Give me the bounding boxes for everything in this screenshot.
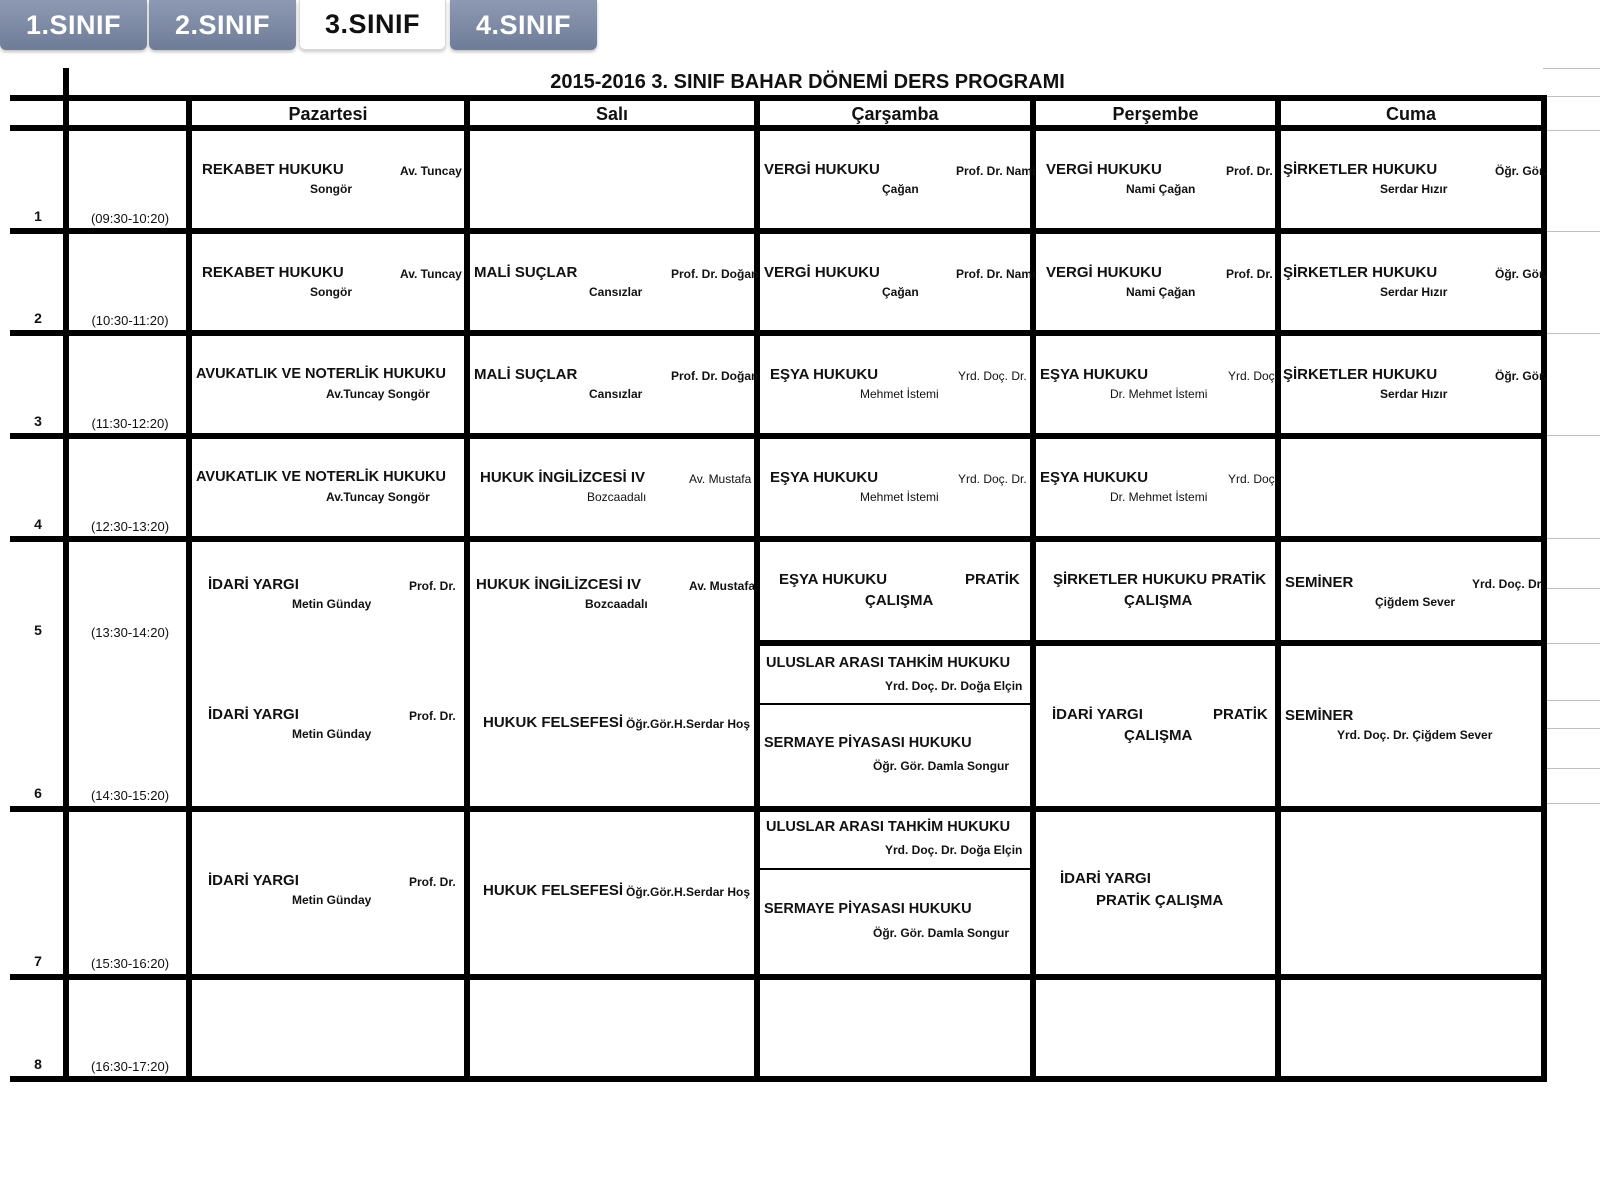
cell-r7-wednesday-b[interactable] xyxy=(760,870,1030,974)
course-name: HUKUK İNGİLİZCESİ IV xyxy=(480,469,646,486)
cell-r2-friday[interactable] xyxy=(1281,234,1547,330)
cell-r2-tuesday[interactable] xyxy=(470,234,759,330)
cell-r6-monday[interactable] xyxy=(192,680,464,806)
slot-number: 4 xyxy=(34,516,42,532)
instructor: Av. Tuncay xyxy=(400,164,462,178)
cell-r4-thursday[interactable] xyxy=(1036,439,1279,536)
slot-number: 1 xyxy=(34,208,42,224)
instructor: Yrd. Doç. Dr. xyxy=(958,369,1027,383)
slot-number: 3 xyxy=(34,413,42,429)
slot-time: (11:30-12:20) xyxy=(91,416,169,431)
course-note: PRATİK xyxy=(965,571,1020,588)
class-tabs xyxy=(0,0,610,52)
instructor: Prof. Dr. xyxy=(409,579,456,593)
course-name: REKABET HUKUKU xyxy=(202,161,344,178)
instructor: Songör xyxy=(310,285,352,299)
instructor: Öğr. Gör. xyxy=(1495,267,1547,281)
slot-number: 6 xyxy=(34,785,42,801)
cell-r4-tuesday[interactable] xyxy=(470,439,754,536)
instructor: Dr. Mehmet İstemi xyxy=(1110,490,1208,504)
instructor: Av. Tuncay xyxy=(400,267,462,281)
instructor: Öğr. Gör. Damla Songur xyxy=(873,759,1010,773)
slot-number: 2 xyxy=(34,310,42,326)
slot-time: (15:30-16:20) xyxy=(90,956,170,971)
cell-r5-monday[interactable] xyxy=(192,542,464,640)
instructor: Öğr. Gör. xyxy=(1495,369,1547,383)
instructor: Öğr. Gör. Damla Songur xyxy=(873,926,1010,940)
slot-time: (10:30-11:20) xyxy=(91,313,169,328)
side-gridlines xyxy=(1543,68,1600,828)
instructor: Av.Tuncay Songör xyxy=(326,387,430,401)
instructor: Av.Tuncay Songör xyxy=(326,490,430,504)
cell-r3-friday[interactable] xyxy=(1281,336,1547,433)
course-name: İDARİ YARGI xyxy=(208,872,299,889)
course-note: PRATİK xyxy=(1213,706,1268,723)
instructor: Metin Günday xyxy=(292,893,372,907)
instructor: Öğr.Gör.H.Serdar Hoş xyxy=(626,717,751,731)
cell-r6-wednesday-b[interactable] xyxy=(760,705,1030,806)
slot-number: 7 xyxy=(34,953,42,969)
day-header-wednesday: Çarşamba xyxy=(851,104,939,124)
instructor: Çağan xyxy=(882,285,919,299)
course-note: ÇALIŞMA xyxy=(865,592,934,609)
course-name: VERGİ HUKUKU xyxy=(764,161,880,178)
course-name: EŞYA HUKUKU xyxy=(1040,469,1149,486)
course-name: ŞİRKETLER HUKUKU xyxy=(1283,366,1438,383)
instructor: Serdar Hızır xyxy=(1380,387,1448,401)
course-name: ŞİRKETLER HUKUKU xyxy=(1283,161,1438,178)
instructor: Songör xyxy=(310,182,352,196)
instructor: Av. Mustafa xyxy=(689,579,756,593)
course-name: EŞYA HUKUKU xyxy=(779,571,888,588)
tab-sinif-2[interactable]: 2.SINIF xyxy=(149,0,296,50)
instructor: Cansızlar xyxy=(589,285,643,299)
instructor: Prof. Dr. xyxy=(1226,164,1273,178)
course-name: VERGİ HUKUKU xyxy=(764,264,880,281)
day-header-thursday: Perşembe xyxy=(1112,104,1199,124)
slot-time: (16:30-17:20) xyxy=(90,1059,170,1074)
tab-sinif-4[interactable]: 4.SINIF xyxy=(450,0,597,50)
course-note: PRATİK ÇALIŞMA xyxy=(1096,892,1224,909)
course-name: SERMAYE PİYASASI HUKUKU xyxy=(764,735,972,751)
course-name: HUKUK FELSEFESİ xyxy=(483,882,624,899)
course-name: İDARİ YARGI xyxy=(1060,870,1151,887)
cell-r6-friday[interactable] xyxy=(1281,646,1541,806)
instructor: Çiğdem Sever xyxy=(1375,595,1456,609)
course-name: REKABET HUKUKU xyxy=(202,264,344,281)
instructor: Bozcaadalı xyxy=(587,490,647,504)
cell-r7-monday[interactable] xyxy=(192,812,464,974)
instructor: Dr. Mehmet İstemi xyxy=(1110,387,1208,401)
instructor: Yrd. Doç. Dr. Doğa Elçin xyxy=(885,843,1023,857)
course-name: ŞİRKETLER HUKUKU xyxy=(1283,264,1438,281)
instructor: Prof. Dr. xyxy=(409,709,456,723)
cell-r6-wednesday-a[interactable] xyxy=(760,646,1030,703)
course-name: ULUSLAR ARASI TAHKİM HUKUKU xyxy=(766,819,1011,835)
cell-r4-monday[interactable] xyxy=(192,439,464,536)
instructor: Bozcaadalı xyxy=(585,597,648,611)
instructor: Prof. Dr. Doğan xyxy=(671,267,759,281)
cell-r3-thursday[interactable] xyxy=(1036,336,1279,433)
course-note: ÇALIŞMA xyxy=(1124,727,1193,744)
slot-number: 5 xyxy=(34,622,42,638)
instructor: Yrd. Doç. Dr. Çiğdem Sever xyxy=(1337,728,1493,742)
course-name: İDARİ YARGI xyxy=(208,576,299,593)
instructor: Mehmet İstemi xyxy=(860,490,939,504)
instructor: Mehmet İstemi xyxy=(860,387,939,401)
day-header-tuesday: Salı xyxy=(595,104,629,124)
instructor: Serdar Hızır xyxy=(1380,285,1448,299)
course-name: SEMİNER xyxy=(1285,574,1354,591)
instructor: Metin Günday xyxy=(292,597,372,611)
instructor: Yrd. Doç. xyxy=(1228,369,1279,383)
day-header-friday: Cuma xyxy=(1385,104,1436,124)
course-name: ŞİRKETLER HUKUKU PRATİK xyxy=(1053,571,1267,588)
cell-r3-monday[interactable] xyxy=(192,336,464,433)
instructor: Yrd. Doç. Dr. xyxy=(1472,577,1545,591)
instructor: Prof. Dr. Nami xyxy=(956,164,1036,178)
instructor: Av. Mustafa xyxy=(689,472,752,486)
instructor: Yrd. Doç. Dr. xyxy=(958,472,1027,486)
cell-r1-monday[interactable] xyxy=(192,131,464,228)
cell-r3-wednesday[interactable] xyxy=(760,336,1030,433)
course-name: EŞYA HUKUKU xyxy=(1040,366,1149,383)
instructor: Metin Günday xyxy=(292,727,372,741)
instructor: Yrd. Doç. Dr. Doğa Elçin xyxy=(885,679,1023,693)
course-name: AVUKATLIK VE NOTERLİK HUKUKU xyxy=(196,366,446,382)
cell-r2-monday[interactable] xyxy=(192,234,464,330)
course-name: EŞYA HUKUKU xyxy=(770,469,879,486)
cell-r7-tuesday[interactable] xyxy=(470,812,754,974)
instructor: Prof. Dr. xyxy=(409,875,456,889)
course-name: SERMAYE PİYASASI HUKUKU xyxy=(764,901,972,917)
cell-r7-thursday[interactable] xyxy=(1036,812,1275,974)
slot-time: (09:30-10:20) xyxy=(90,211,170,226)
instructor: Prof. Dr. Nami xyxy=(956,267,1036,281)
cell-r5-tuesday[interactable] xyxy=(470,542,754,640)
course-name: MALİ SUÇLAR xyxy=(474,264,578,281)
cell-r6-thursday[interactable] xyxy=(1036,646,1275,806)
instructor: Cansızlar xyxy=(589,387,643,401)
course-name: İDARİ YARGI xyxy=(208,706,299,723)
course-name: MALİ SUÇLAR xyxy=(474,366,578,383)
tab-sinif-1[interactable]: 1.SINIF xyxy=(0,0,147,50)
cell-r5-wednesday[interactable] xyxy=(760,542,1030,640)
instructor: Öğr. Gör. xyxy=(1495,164,1547,178)
cell-r1-thursday[interactable] xyxy=(1036,131,1275,228)
instructor: Nami Çağan xyxy=(1126,285,1196,299)
course-note: ÇALIŞMA xyxy=(1124,592,1193,609)
cell-r3-tuesday[interactable] xyxy=(470,336,759,433)
course-name: HUKUK İNGİLİZCESİ IV xyxy=(476,576,642,593)
course-name: AVUKATLIK VE NOTERLİK HUKUKU xyxy=(196,469,446,485)
instructor: Prof. Dr. Doğan xyxy=(671,369,759,383)
slot-number: 8 xyxy=(34,1056,42,1072)
cell-r1-friday[interactable] xyxy=(1281,131,1547,228)
course-name: VERGİ HUKUKU xyxy=(1046,264,1162,281)
tab-sinif-3[interactable]: 3.SINIF xyxy=(299,0,446,50)
instructor: Çağan xyxy=(882,182,919,196)
course-name: EŞYA HUKUKU xyxy=(770,366,879,383)
instructor: Öğr.Gör.H.Serdar Hoş xyxy=(626,885,751,899)
course-name: ULUSLAR ARASI TAHKİM HUKUKU xyxy=(766,655,1011,671)
slot-time: (14:30-15:20) xyxy=(90,788,170,803)
page-title: 2015-2016 3. SINIF BAHAR DÖNEMİ DERS PROGRAMI xyxy=(550,71,1065,93)
slot-time: (12:30-13:20) xyxy=(90,519,170,534)
course-name: VERGİ HUKUKU xyxy=(1046,161,1162,178)
course-name: İDARİ YARGI xyxy=(1052,706,1143,723)
cell-r7-wednesday-a[interactable] xyxy=(760,812,1030,868)
instructor: Nami Çağan xyxy=(1126,182,1196,196)
instructor: Prof. Dr. xyxy=(1226,267,1273,281)
cell-r2-wednesday[interactable] xyxy=(760,234,1036,330)
instructor: Yrd. Doç. xyxy=(1228,472,1279,486)
cell-r4-wednesday[interactable] xyxy=(760,439,1030,536)
course-name: SEMİNER xyxy=(1285,707,1354,724)
cell-r1-wednesday[interactable] xyxy=(760,131,1036,228)
course-name: HUKUK FELSEFESİ xyxy=(483,714,624,731)
cell-r2-thursday[interactable] xyxy=(1036,234,1275,330)
cell-r6-tuesday[interactable] xyxy=(470,680,754,806)
slot-time: (13:30-14:20) xyxy=(90,625,170,640)
cell-r5-friday[interactable] xyxy=(1281,542,1545,640)
cell-r5-thursday[interactable] xyxy=(1036,542,1275,640)
instructor: Serdar Hızır xyxy=(1380,182,1448,196)
day-header-monday: Pazartesi xyxy=(288,104,368,124)
